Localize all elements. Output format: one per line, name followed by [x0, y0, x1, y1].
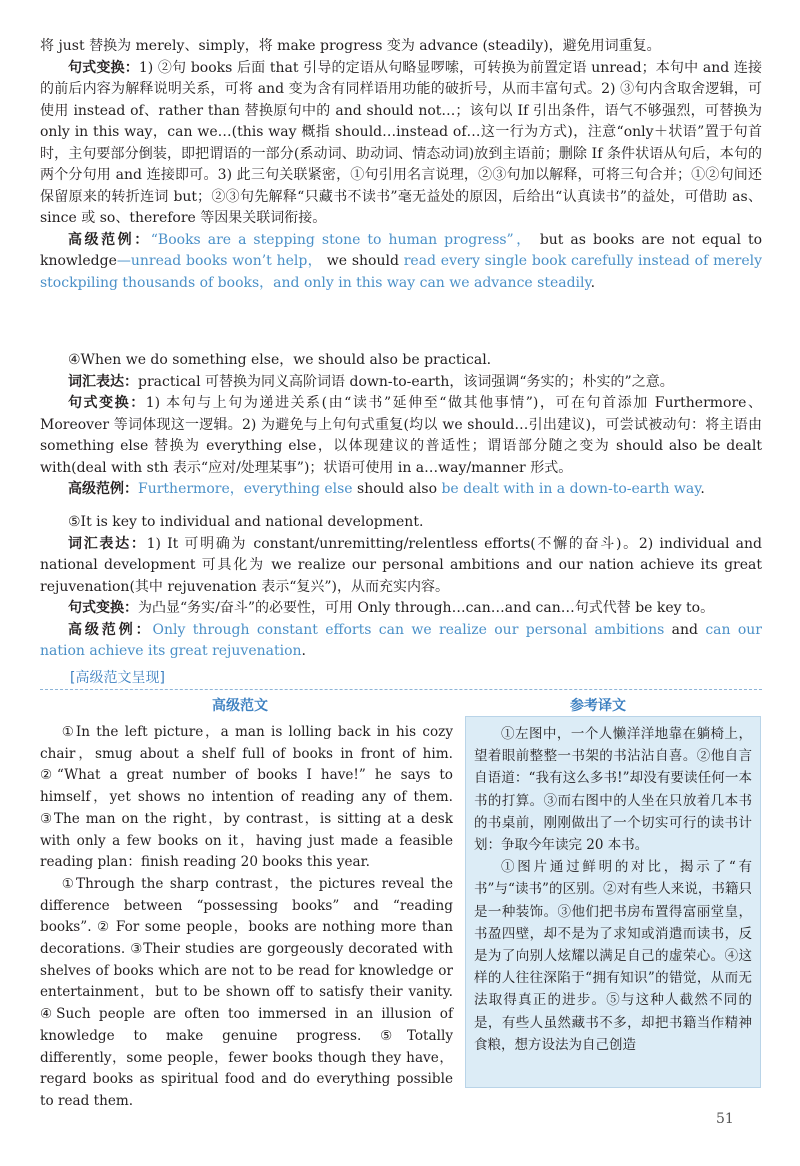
essay-paragraph: ①In the left picture，a man is lolling back in his cozy chair，smug about a shelf full of books in front of him. ②“What a great number of books I have!” he says to himself，yet shows no intention of reading any of them. ③The man on the right，by contrast，is sitting at a desk with only a few books on it，having just made a feasible reading plan：finish reading 20 books this year.	[40, 724, 453, 871]
dashed-divider	[40, 689, 762, 690]
syntax-paragraph	[40, 598, 762, 620]
translation-box	[465, 716, 761, 1088]
model-seg: be dealt with in a down-to-earth way	[441, 481, 701, 497]
model-seg: can our nation achieve its great rejuvenation	[40, 621, 763, 659]
essay-title: 高级范文	[212, 698, 268, 714]
model-seg: read every single book carefully instead of merely stockpiling thousands of books，and only in this way can we advance steadily	[40, 253, 762, 291]
model-seg: but as books are not equal to knowledge	[40, 231, 763, 269]
section-3	[40, 512, 762, 663]
model-seg: .	[700, 481, 705, 497]
continued-line: 将 just 替换为 merely、simply，将 make progress 变为 advance (steadily)，避免用词重复。	[40, 38, 661, 54]
vocab-text: practical 可替换为同义高阶词语 down-to-earth，该词强调“务实的；朴实的”之意。	[138, 373, 674, 390]
translation-title: 参考译文	[570, 698, 626, 714]
syntax-paragraph	[40, 58, 762, 230]
translation-paragraph: ①图片通过鲜明的对比，揭示了“有书”与“读书”的区别。②对有些人来说，书籍只是一种装饰。③他们把书房布置得富丽堂皇，书盈四壁，却不是为了求知或消遣而读书，反是为了向别人炫耀以满足自己的虚荣心。④这样的人往往深陷于“拥有知识”的错觉，从而无法取得真正的进步。⑤与这种人截然不同的是，有些人虽然藏书不多，却把书籍当作精神食粮，想方设法为自己创造	[474, 859, 752, 1053]
syntax-text: 1) ②句 books 后面 that 引导的定语从句略显啰嗦，可转换为前置定语 unread；本句中 and 连接的前后内容为解释说明关系，可将 and 变为含有同样语用功能的破折号，从而丰富句式。2) ③句内含取舍逻辑，可使用 instead of、rather than 替换原句中的 and should not…；该句以 If 引出条件，语气不够强烈，可替换为 only in this way，can we…(this way 概指 should…instead of…这一行为方式)，注意“only＋状语”置于句首时，主句要部分倒装，即把谓语的一部分(系动词、助动词、情态动词)放到主语前；删除 If 条件状语从句后，本句的两个分句用 and 连接即可。3) 此三句关联紧密，①句引用名言说理，②③句加以解释，可将三句合并；①②句间还保留原来的转折连词 but；②③句先解释“只藏书不读书”毫无益处的原因，后给出“认真读书”的益处，可借助 as、since 或 so、therefore 等因果关联词衔接。	[40, 59, 763, 226]
vocab-label: 词汇表达：	[68, 373, 138, 390]
model-paragraph	[40, 479, 762, 501]
essay-paragraph: ①Through the sharp contrast，the pictures reveal the difference between “possessing books” and “reading books”. ② For some people，books are nothing more than decorations. ③Their studies are gorgeously decorated with shelves of books which are not to be read for knowledge or entertainment，but to be shown off to satisfy their vanity. ④Such people are often too immersed in an illusion of knowledge to make genuine progress. ⑤Totally differently，some people，fewer books though they have，regard books as spiritual food and do everything possible to read them.	[40, 875, 453, 1109]
vocab-paragraph	[40, 372, 762, 394]
section-1	[40, 36, 762, 294]
vocab-text: 1) It 可明确为 constant/unremitting/relentless efforts(不懈的奋斗)。2) individual and national development 可具化为 we realize our personal ambitions and our nation achieve its great rejuvenation(其中 rejuvenation 表示“复兴”)，从而充实内容。	[40, 535, 763, 595]
vocab-paragraph	[40, 534, 762, 599]
original-sentence: ⑤It is key to individual and national development.	[68, 514, 424, 530]
model-seg: —unread books won’t help，	[116, 253, 322, 269]
syntax-label: 句式变换：	[68, 59, 139, 76]
model-seg: should also	[352, 481, 442, 497]
syntax-label: 句式变换：	[68, 395, 146, 411]
model-label: 高级范例：	[68, 231, 151, 248]
syntax-label: 句式变换：	[68, 600, 138, 616]
model-paragraph	[40, 620, 762, 663]
syntax-text: 为凸显“务实/奋斗”的必要性，可用 Only through…can…and can…句式代替 be key to。	[138, 600, 715, 616]
section-2	[40, 350, 762, 501]
model-seg: .	[590, 274, 596, 291]
model-label: 高级范例：	[68, 621, 153, 638]
model-seg: Furthermore，everything else	[138, 481, 353, 497]
translation-paragraph: ①左图中，一个人懒洋洋地靠在躺椅上，望着眼前整整一书架的书沾沾自喜。②他自言自语道：“我有这么多书!”却没有要读任何一本书的打算。③而右图中的人坐在只放着几本书的书桌前，刚刚做出了一个切实可行的读书计划：争取今年读完 20 本书。	[474, 726, 752, 854]
model-seg: “Books are a stepping stone to human progress”，	[150, 231, 533, 248]
model-seg: Only through constant efforts can we realize our personal ambitions	[152, 621, 665, 638]
model-label: 高级范例：	[68, 481, 138, 497]
model-seg: we should	[322, 253, 404, 269]
essay-section-title: [高级范文呈现]	[70, 670, 165, 686]
vocab-label: 词汇表达：	[68, 535, 147, 552]
syntax-paragraph	[40, 393, 762, 479]
syntax-text: 1) 本句与上句为递进关系(由“读书”延伸至“做其他事情”)，可在句首添加 Furthermore、Moreover 等词体现这一逻辑。2) 为避免与上句句式重复(均以 we should…引出建议)，可尝试被动句：将主语由 something else 替换为 everything else，以体现建议的普适性；谓语部分随之变为 should also be dealt with(deal with sth 表示“应对/处理某事”)；状语可使用 in a…way/manner 形式。	[40, 395, 763, 476]
essay-body	[40, 722, 453, 1113]
page-number: 51	[716, 1111, 734, 1127]
model-seg: .	[301, 643, 306, 659]
original-sentence: ④When we do something else，we should also be practical.	[68, 352, 492, 368]
model-seg: and	[664, 621, 706, 638]
model-paragraph	[40, 230, 762, 295]
